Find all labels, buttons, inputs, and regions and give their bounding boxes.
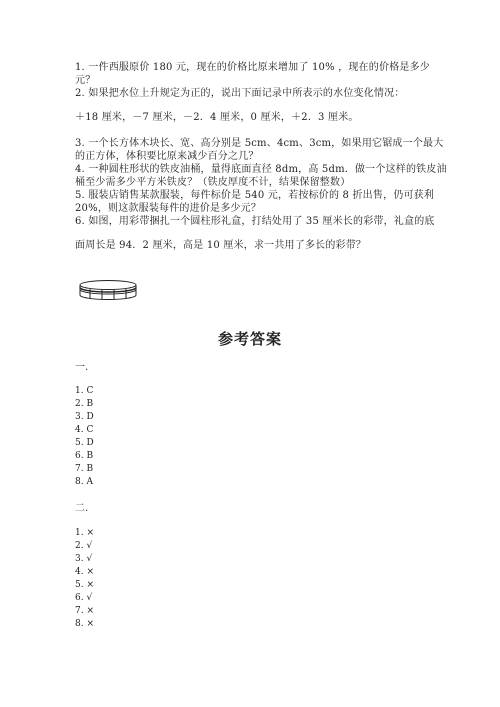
answer-2-1: 1. ×: [75, 528, 94, 538]
question-6-line-1: 6. 如图，用彩带捆扎一个圆柱形礼盒，打结处用了 35 厘米长的彩带，礼盒的底: [75, 216, 435, 227]
answer-1-4: 4. C: [75, 425, 94, 435]
answer-2-6: 6. √: [75, 593, 93, 603]
answer-1-2: 2. B: [75, 399, 94, 409]
question-3-line-2: 的正方体，体积要比原来减少百分之几？: [75, 151, 259, 162]
question-5-line-1: 5. 服装店销售某款服装，每件标价是 540 元，若按标价的 8 折出售，仍可获利: [75, 190, 435, 201]
answer-1-6: 6. B: [75, 451, 94, 461]
section-1-heading: 一.: [75, 362, 89, 373]
answer-1-3: 3. D: [75, 412, 94, 422]
answer-2-5: 5. ×: [75, 580, 94, 590]
question-2-values: ＋18 厘米，－7 厘米，－2．4 厘米，0 厘米，＋2．3 厘米。: [75, 112, 359, 123]
question-1-line-2: 元？: [75, 75, 96, 86]
answer-1-5: 5. D: [75, 438, 94, 448]
answer-1-1: 1. C: [75, 386, 94, 396]
question-2-line-1: 2. 如果把水位上升规定为正的，说出下面记录中所表示的水位变化情况：: [75, 88, 405, 99]
question-3-line-1: 3. 一个长方体木块长、宽、高分别是 5cm、4cm、3cm，如果用它锯成一个最大: [75, 138, 444, 149]
cylinder-gift-box-figure: [78, 278, 138, 302]
question-1-line-1: 1. 一件西服原价 180 元，现在的价格比原来增加了 10% ，现在的价格是多少: [75, 62, 430, 73]
answer-2-4: 4. ×: [75, 567, 94, 577]
answer-key-title: 参考答案: [217, 330, 282, 348]
question-4-line-1: 4. 一种圆柱形状的铁皮油桶，量得底面直径 8dm，高 5dm．做一个这样的铁皮油: [75, 164, 447, 175]
question-4-line-2: 桶至少需多少平方米铁皮？（铁皮厚度不计，结果保留整数）: [75, 177, 351, 188]
answer-2-7: 7. ×: [75, 606, 94, 616]
section-2-heading: 二.: [75, 503, 89, 514]
question-5-line-2: 20%，则这款服装每件的进价是多少元？: [75, 203, 262, 214]
answer-2-3: 3. √: [75, 554, 93, 564]
answer-1-7: 7. B: [75, 464, 94, 474]
answer-1-8: 8. A: [75, 477, 93, 487]
answer-2-2: 2. √: [75, 541, 93, 551]
question-6-line-2: 面周长是 94．2 厘米，高是 10 厘米，求一共用了多长的彩带？: [75, 240, 367, 251]
answer-2-8: 8. ×: [75, 619, 94, 629]
